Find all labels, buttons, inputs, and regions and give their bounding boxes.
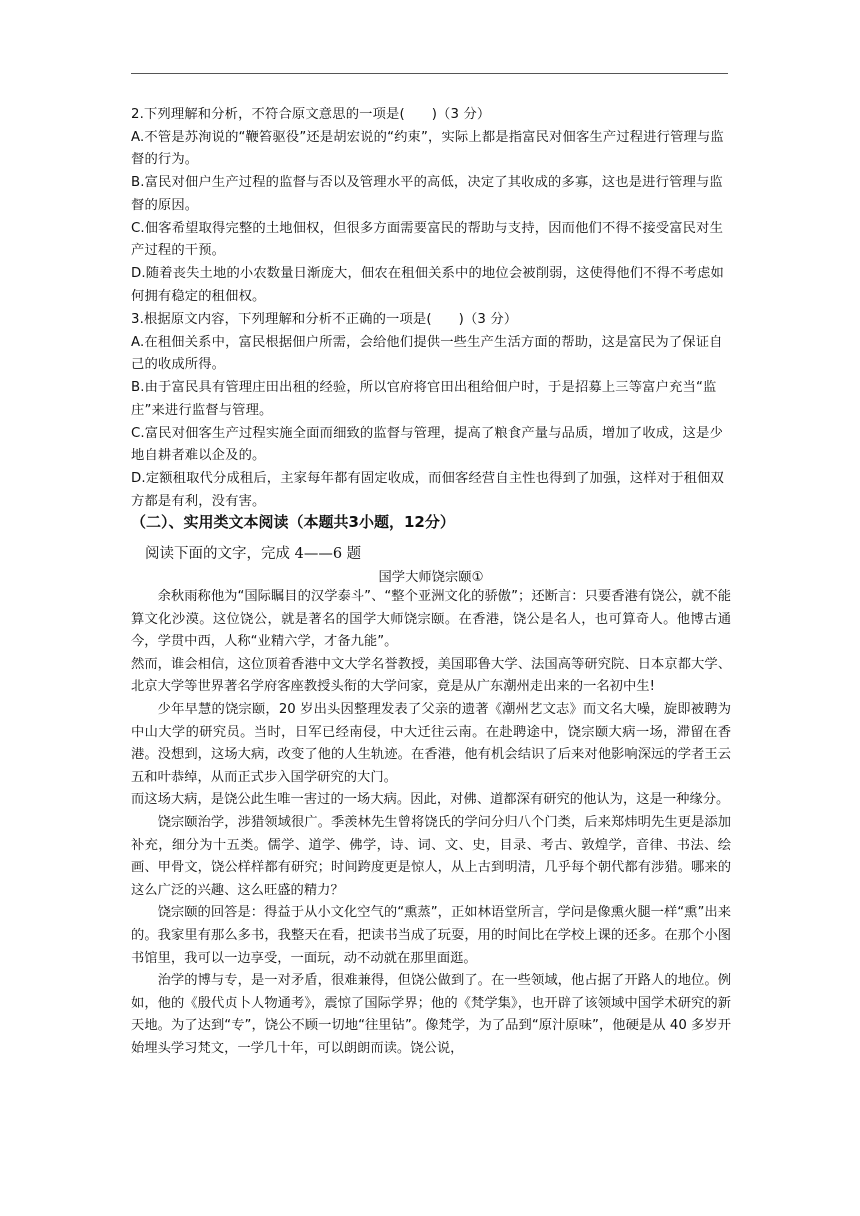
article-body: [131, 586, 731, 1060]
option-b: B.由于富民具有管理庄田出租的经验，所以官府将官田出租给佃户时，于是招募上三等富户充当“监庄”来进行监督与管理。: [131, 380, 717, 418]
option-c: C.佃客希望取得完整的土地佃权，但很多方面需要富民的帮助与支持，因而他们不得不接受富民对生产过程的干预。: [131, 220, 724, 259]
reading-instruction: 阅读下面的文字，完成 4——6 题: [145, 546, 362, 562]
option-d: D.随着丧失土地的小农数量日渐庞大，佃农在租佃关系中的地位会被削弱，这使得他们不得不考虑如何拥有稳定的租佃权。: [131, 265, 724, 304]
article-paragraph: 饶宗颐治学，涉猎领域很广。季羡林先生曾将饶氏的学问分归八个门类，后来郑炜明先生更是添加补充，细分为十五类。儒学、道学、佛学，诗、词、文、史，目录、考古、敦煌学，音律、书法、绘画、甲骨文，饶公样样都有研究；时间跨度更是惊人，从上古到明清，几乎每个朝代都有涉猎。哪来的这么广泛的兴趣、这么旺盛的精力？: [131, 814, 731, 898]
option-d: D.定额租取代分成租后，主家每年都有固定收成，而佃客经营自主性也得到了加强，这样对于租佃双方都是有利，没有害。: [131, 470, 724, 509]
option-c: C.富民对佃客生产过程实施全面而细致的监督与管理，提高了粮食产量与品质，增加了收成，这是少地自耕者难以企及的。: [131, 425, 724, 464]
article-paragraph: 然而，谁会相信，这位顶着香港中文大学名誉教授，美国耶鲁大学、法国高等研究院、日本京都大学、北京大学等世界著名学府客座教授头衔的大学问家，竟是从广东潮州走出来的一名初中生!: [131, 656, 731, 695]
article-paragraph: 饶宗颐的回答是：得益于从小文化空气的“熏蒸”，正如林语堂所言，学问是像熏火腿一样“熏”出来的。我家里有那么多书，我整天在看，把读书当成了玩耍，用的时间比在学校上课的还多。在那个小图书馆里，我可以一边享受，一面玩，动不动就在那里面逛。: [131, 905, 731, 966]
question-3: [131, 309, 731, 513]
question-stem: 2.下列理解和分析，不符合原文意思的一项是( )（3 分）: [131, 107, 491, 122]
header-rule: [131, 73, 728, 74]
article-paragraph: 而这场大病，是饶公此生唯一害过的一场大病。因此，对佛、道都深有研究的他认为，这是一种缘分。: [131, 792, 730, 808]
article-paragraph: 余秋雨称他为“国际瞩目的汉学泰斗”、“整个亚洲文化的骄傲”；还断言：只要香港有饶公，就不能算文化沙漠。这位饶公，就是著名的国学大师饶宗颐。在香港，饶公是名人，也可算奇人。他博古通今，学贯中西，人称“业精六学，才备九能”。: [131, 589, 731, 650]
article-title: 国学大师饶宗颐①: [378, 570, 484, 585]
section-title: （二）、实用类文本阅读（本题共3小题，12分）: [131, 513, 455, 531]
question-stem: 3.根据原文内容，下列理解和分析不正确的一项是( )（3 分）: [131, 312, 518, 327]
option-a: A.不管是苏洵说的“鞭笞驱役”还是胡宏说的“约束”，实际上都是指富民对佃客生产过程进行管理与监督的行为。: [131, 129, 724, 168]
article-paragraph: 治学的博与专，是一对矛盾，很难兼得，但饶公做到了。在一些领域，他占据了开路人的地位。例如，他的《殷代贞卜人物通考》，震惊了国际学界；他的《梵学集》，也开辟了该领域中国学术研究的新天地。为了达到“专”，饶公不顾一切地“往里钻”。像梵学，为了品到“原汁原味”，他硬是从 40 多岁开始埋头学习梵文，一学几十年，可以朗朗而读。饶公说，: [131, 973, 731, 1056]
option-a: A.在租佃关系中，富民根据佃户所需，会给他们提供一些生产生活方面的帮助，这是富民为了保证自己的收成所得。: [131, 334, 723, 373]
question-2: [131, 104, 731, 308]
option-b: B.富民对佃户生产过程的监督与否以及管理水平的高低，决定了其收成的多寡，这也是进行管理与监督的原因。: [131, 175, 723, 213]
article-paragraph: 少年早慧的饶宗颐，20 岁出头因整理发表了父亲的遗著《潮州艺文志》而文名大噪，旋即被聘为中山大学的研究员。当时，日军已经南侵，中大迁往云南。在赴聘途中，饶宗颐大病一场，滞留在香港。没想到，这场大病，改变了他的人生轨迹。在香港，他有机会结识了后来对他影响深远的学者王云五和叶恭绰，从而正式步入国学研究的大门。: [131, 701, 731, 785]
